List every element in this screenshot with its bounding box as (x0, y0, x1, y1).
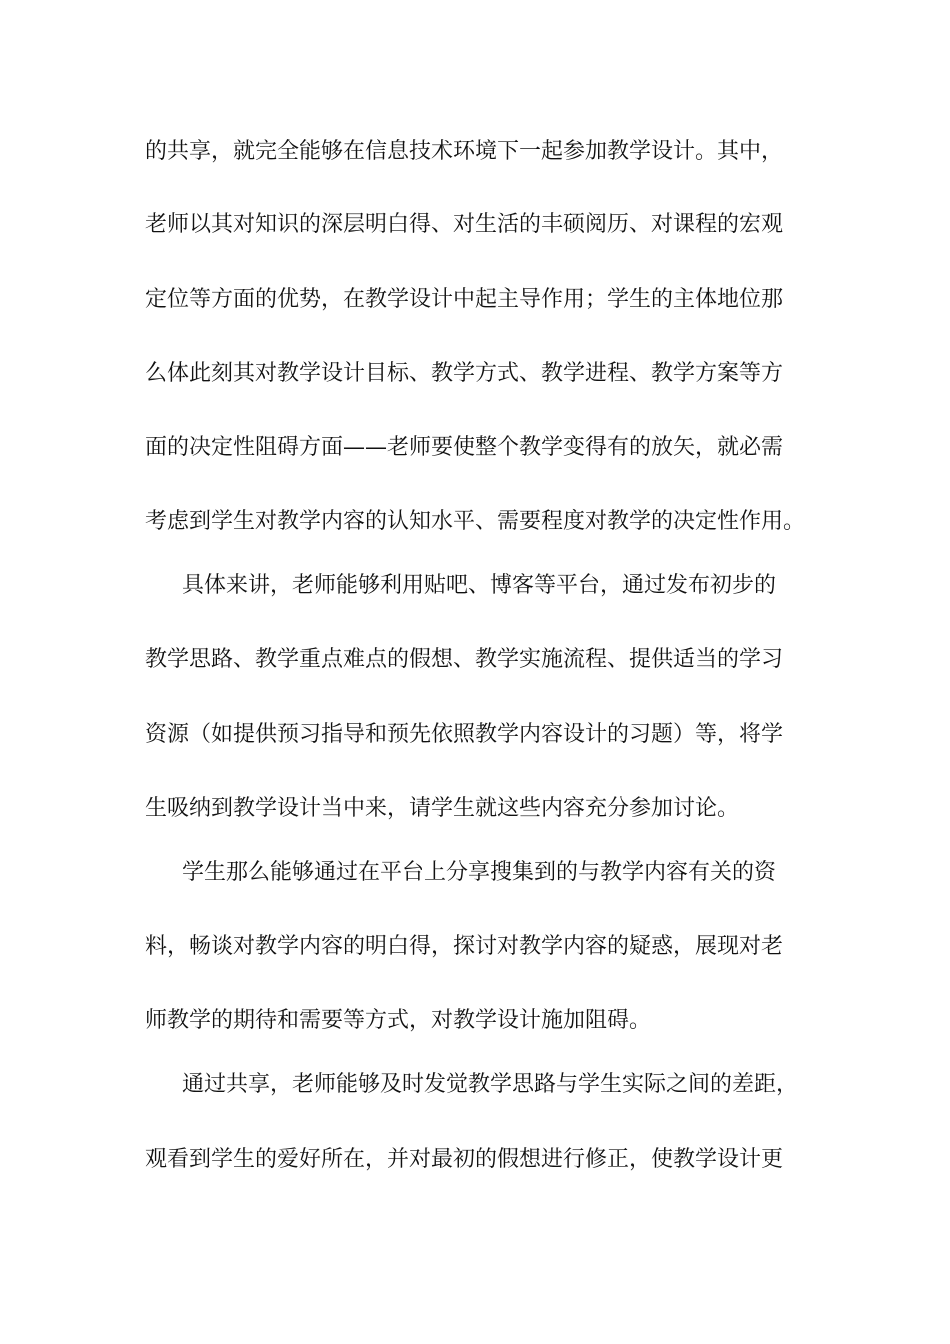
paragraph-first-line: 学生那么能够通过在平台上分享搜集到的与教学内容有关的资 (182, 860, 777, 885)
text-line: 生吸纳到教学设计当中来，请学生就这些内容充分参加讨论。 (145, 796, 740, 821)
text-line: 定位等方面的优势，在教学设计中起主导作用；学生的主体地位那 (145, 287, 784, 312)
text-line: 的共享，就完全能够在信息技术环境下一起参加教学设计。其中， (145, 139, 784, 164)
text-line: 观看到学生的爱好所在，并对最初的假想进行修正，使教学设计更 (145, 1147, 784, 1172)
text-line: 师教学的期待和需要等方式，对教学设计施加阻碍。 (145, 1008, 652, 1033)
paragraph-first-line: 通过共享，老师能够及时发觉教学思路与学生实际之间的差距， (182, 1072, 799, 1097)
text-line: 考虑到学生对教学内容的认知水平、需要程度对教学的决定性作用。 (145, 509, 806, 534)
text-line: 面的决定性阻碍方面——老师要使整个教学变得有的放矢，就必需 (145, 435, 784, 460)
text-line: 么体此刻其对教学设计目标、教学方式、教学进程、教学方案等方 (145, 361, 784, 386)
text-line: 教学思路、教学重点难点的假想、教学实施流程、提供适当的学习 (145, 647, 784, 672)
text-line: 资源（如提供预习指导和预先依照教学内容设计的习题）等，将学 (145, 722, 784, 747)
text-line: 料，畅谈对教学内容的明白得，探讨对教学内容的疑惑，展现对老 (145, 934, 784, 959)
paragraph-first-line: 具体来讲，老师能够利用贴吧、博客等平台，通过发布初步的 (182, 573, 777, 598)
text-line: 老师以其对知识的深层明白得、对生活的丰硕阅历、对课程的宏观 (145, 212, 784, 237)
